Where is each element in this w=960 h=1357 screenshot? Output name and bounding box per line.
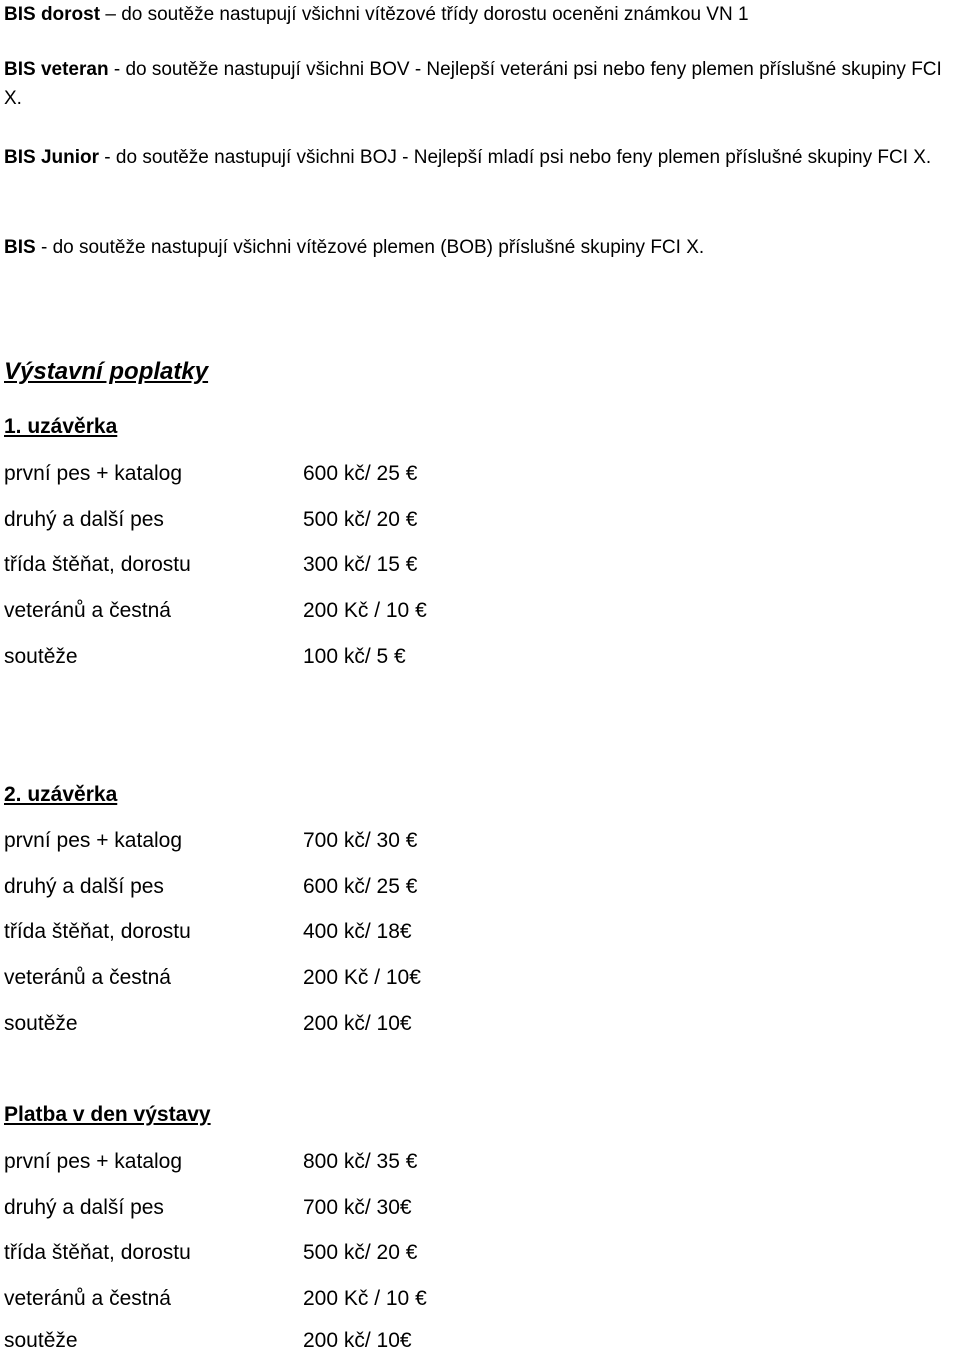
fee-price: 600 kč/ 25 €: [303, 462, 418, 485]
fee-row: [4, 872, 704, 902]
fee-label: druhý a další pes: [4, 875, 164, 898]
fee-row: [4, 550, 704, 580]
fee-price: 700 kč/ 30€: [303, 1196, 412, 1219]
fee-price: 200 kč/ 10€: [303, 1329, 412, 1352]
fees-title: Výstavní poplatky: [4, 358, 209, 385]
fee-label: soutěže: [4, 645, 78, 668]
fee-row: [4, 596, 704, 626]
fee-price: 600 kč/ 25 €: [303, 875, 418, 898]
rule-name: BIS Junior: [4, 147, 100, 168]
rule-separator: –: [100, 4, 122, 25]
fee-price: 400 kč/ 18€: [303, 920, 412, 943]
fee-row: [4, 1147, 704, 1177]
fee-row: [4, 826, 704, 856]
bis-veteran-rule: [4, 55, 956, 113]
fee-row: [4, 642, 704, 672]
fee-label: druhý a další pes: [4, 1196, 164, 1219]
fee-label: první pes + katalog: [4, 1150, 183, 1173]
fee-price: 100 kč/ 5 €: [303, 645, 406, 668]
fee-price: 500 kč/ 20 €: [303, 1241, 418, 1264]
bis-dorost-rule: [4, 0, 956, 29]
fee-price: 200 Kč / 10€: [303, 966, 421, 989]
fee-row: [4, 1326, 704, 1356]
fee-label: soutěže: [4, 1012, 78, 1035]
section-heading: 1. uzávěrka: [4, 415, 118, 438]
fee-label: třída štěňat, dorostu: [4, 553, 191, 576]
fee-row: [4, 1009, 704, 1039]
fee-label: veteránů a čestná: [4, 1287, 171, 1310]
rule-name: BIS veteran: [4, 59, 109, 80]
fee-price: 200 Kč / 10 €: [303, 1287, 427, 1310]
fee-price: 300 kč/ 15 €: [303, 553, 418, 576]
fee-label: první pes + katalog: [4, 829, 183, 852]
fee-row: [4, 459, 704, 489]
bis-junior-rule: [4, 143, 956, 172]
fee-row: [4, 1193, 704, 1223]
fee-label: veteránů a čestná: [4, 966, 171, 989]
fee-price: 800 kč/ 35 €: [303, 1150, 418, 1173]
rule-separator: -: [99, 147, 116, 168]
fee-label: druhý a další pes: [4, 508, 164, 531]
fee-label: třída štěňat, dorostu: [4, 920, 191, 943]
fee-price: 200 Kč / 10 €: [303, 599, 427, 622]
fee-label: třída štěňat, dorostu: [4, 1241, 191, 1264]
section-heading: Platba v den výstavy: [4, 1103, 211, 1126]
rule-text: do soutěže nastupují všichni vítězové třídy dorostu oceněni známkou VN 1: [121, 4, 749, 25]
fee-row: [4, 1284, 704, 1314]
rule-name: BIS: [4, 237, 36, 258]
section-heading: 2. uzávěrka: [4, 783, 118, 806]
rule-name: BIS dorost: [4, 4, 101, 25]
fee-price: 500 kč/ 20 €: [303, 508, 418, 531]
bis-rule: [4, 233, 956, 262]
fee-row: [4, 1238, 704, 1268]
fee-label: první pes + katalog: [4, 462, 183, 485]
fee-label: soutěže: [4, 1329, 78, 1352]
rule-text: do soutěže nastupují všichni vítězové plemen (BOB) příslušné skupiny FCI X.: [52, 237, 705, 258]
rule-separator: -: [35, 237, 53, 258]
rule-text: do soutěže nastupují všichni BOV - Nejlepší veteráni psi nebo feny plemen příslušné skupiny FCI X.: [4, 59, 942, 109]
fee-row: [4, 963, 704, 993]
rule-separator: -: [108, 59, 126, 80]
rule-text: do soutěže nastupují všichni BOJ - Nejlepší mladí psi nebo feny plemen příslušné skupiny FCI X.: [115, 147, 932, 168]
fee-row: [4, 505, 704, 535]
fee-price: 700 kč/ 30 €: [303, 829, 418, 852]
fee-label: veteránů a čestná: [4, 599, 171, 622]
fee-row: [4, 917, 704, 947]
fee-price: 200 kč/ 10€: [303, 1012, 412, 1035]
